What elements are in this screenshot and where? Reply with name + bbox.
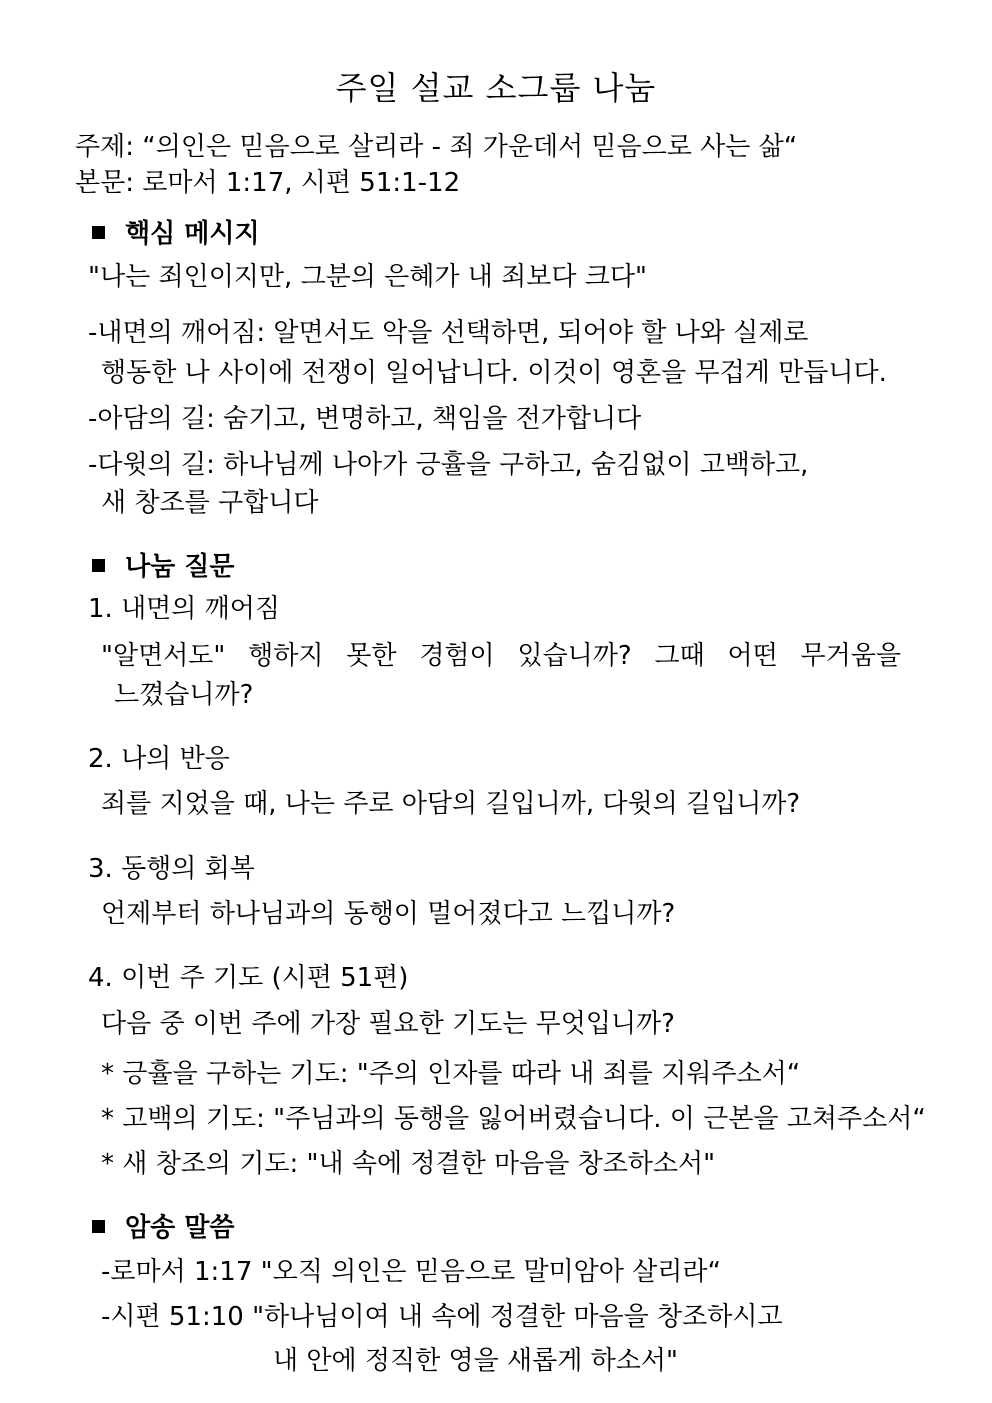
prayer-item-3: * 새 창조의 기도: "내 속에 정결한 마음을 창조하소서" — [101, 1149, 716, 1179]
square-bullet-icon — [92, 559, 105, 572]
core-point-2-line1: -아담의 길: 숨기고, 변명하고, 책임을 전가합니다 — [88, 404, 642, 434]
question-3-title: 3. 동행의 회복 — [88, 854, 255, 884]
sharing-heading — [92, 550, 235, 584]
core-point-1-line1: -내면의 깨어짐: 알면서도 악을 선택하면, 되어야 할 나와 실제로 — [88, 318, 809, 348]
core-message-heading-text: 핵심 메시지 — [125, 219, 260, 249]
square-bullet-icon — [92, 1220, 105, 1233]
core-point-3-line1: -다윗의 길: 하나님께 나아가 긍휼을 구하고, 숨김없이 고백하고, — [88, 450, 809, 480]
sharing-heading-text: 나눔 질문 — [125, 552, 235, 582]
question-1-title: 1. 내면의 깨어짐 — [88, 594, 281, 624]
question-4-line1: 다음 중 이번 주에 가장 필요한 기도는 무엇입니까? — [101, 1009, 675, 1039]
question-4-title: 4. 이번 주 기도 (시편 51편) — [88, 963, 409, 993]
question-1-line1: "알면서도" 행하지 못한 경험이 있습니까? 그때 어떤 무거움을 — [101, 641, 901, 671]
square-bullet-icon — [92, 226, 105, 239]
question-2-title: 2. 나의 반응 — [88, 744, 230, 774]
question-3-line1: 언제부터 하나님과의 동행이 멀어졌다고 느낍니까? — [101, 899, 676, 929]
core-point-1-line2: 행동한 나 사이에 전쟁이 일어납니다. 이것이 영혼을 무겁게 만듭니다. — [101, 358, 887, 388]
core-point-3-line2: 새 창조를 구합니다 — [101, 488, 319, 518]
prayer-item-2: * 고백의 기도: "주님과의 동행을 잃어버렸습니다. 이 근본을 고쳐주소서“ — [101, 1104, 926, 1134]
scripture-line: 본문: 로마서 1:17, 시편 51:1-12 — [75, 168, 461, 198]
core-message-quote: "나는 죄인이지만, 그분의 은혜가 내 죄보다 크다" — [88, 262, 647, 292]
memory-verse-2-line1: -시편 51:10 "하나님이여 내 속에 정결한 마음을 창조하시고 — [101, 1302, 783, 1332]
theme-line: 주제: “의인은 믿음으로 살리라 - 죄 가운데서 믿음으로 사는 삶“ — [75, 132, 798, 162]
memory-verse-2-line2: 내 안에 정직한 영을 새롭게 하소서" — [273, 1346, 678, 1376]
question-1-line2: 느꼈습니까? — [114, 680, 254, 710]
question-2-line1: 죄를 지었을 때, 나는 주로 아담의 길입니까, 다윗의 길입니까? — [101, 789, 801, 819]
memory-heading — [92, 1211, 235, 1245]
memory-heading-text: 암송 말씀 — [125, 1213, 235, 1243]
page-title: 주일 설교 소그룹 나눔 — [335, 69, 657, 107]
memory-verse-1: -로마서 1:17 "오직 의인은 믿음으로 말미암아 살리라“ — [101, 1257, 721, 1287]
prayer-item-1: * 긍휼을 구하는 기도: "주의 인자를 따라 내 죄를 지워주소서“ — [101, 1059, 801, 1089]
core-message-heading — [92, 217, 260, 251]
